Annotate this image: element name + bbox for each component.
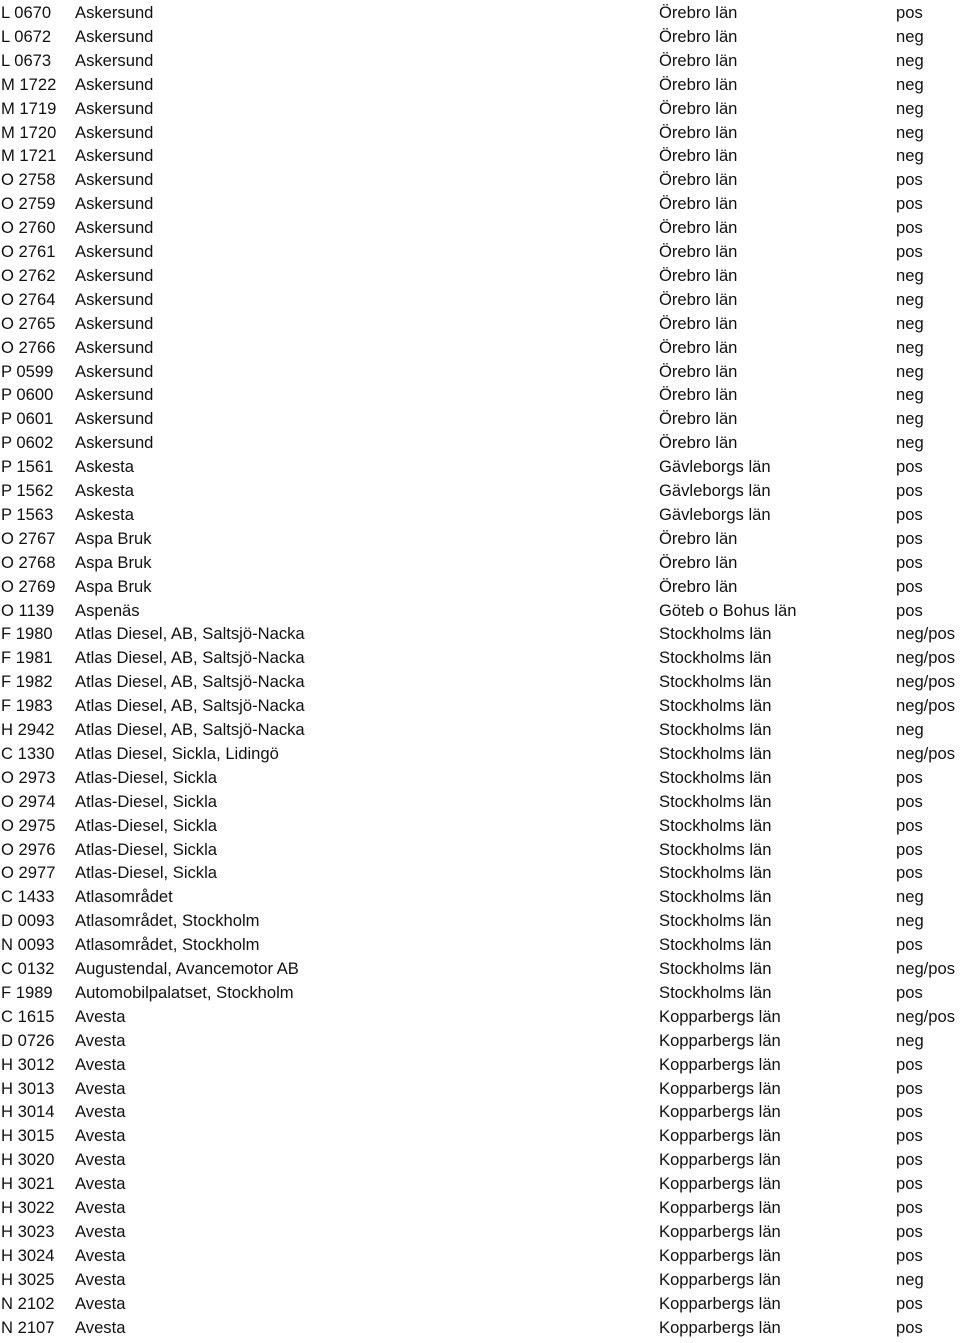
record-id: O 2762 (1, 265, 56, 285)
table-row (0, 336, 960, 360)
record-id: H 3013 (1, 1078, 55, 1098)
place-name: Aspa Bruk (75, 552, 152, 572)
place-name: Askersund (75, 409, 154, 429)
place-name: Askersund (75, 26, 154, 46)
record-id: M 1720 (1, 122, 57, 142)
result-value: neg/pos (896, 959, 956, 978)
result-value: pos (896, 170, 923, 190)
result-value: pos (896, 552, 923, 572)
county-name: Stockholms län (659, 887, 772, 907)
place-name: Aspa Bruk (75, 528, 152, 548)
county-name: Stockholms län (659, 672, 772, 692)
county-name: Örebro län (659, 3, 738, 22)
place-name: Atlas Diesel, AB, Saltsjö-Nacka (75, 672, 305, 692)
result-value: pos (896, 600, 923, 620)
record-id: O 2768 (1, 552, 56, 572)
table-row (0, 814, 960, 838)
table-row (0, 1148, 960, 1172)
result-value: neg (896, 146, 924, 166)
record-id: P 0602 (1, 433, 54, 453)
table-row (0, 192, 960, 216)
record-id: H 3022 (1, 1198, 55, 1217)
table-row (0, 885, 960, 909)
table-row (0, 718, 960, 742)
record-id: O 2973 (1, 767, 56, 787)
county-name: Kopparbergs län (659, 1054, 781, 1074)
place-name: Askersund (75, 361, 154, 381)
result-value: neg (896, 122, 924, 142)
place-name: Askersund (75, 218, 154, 238)
table-row (0, 216, 960, 240)
place-name: Avesta (75, 1126, 126, 1146)
county-name: Örebro län (659, 218, 738, 238)
result-value: neg (896, 313, 924, 333)
result-value: pos (896, 1102, 923, 1122)
place-name: Askesta (75, 457, 135, 477)
record-id: M 1721 (1, 146, 57, 166)
table-row (0, 622, 960, 646)
result-value: neg (896, 720, 924, 739)
result-value: pos (896, 1126, 923, 1146)
place-name: Automobilpalatset, Stockholm (75, 982, 294, 1002)
result-value: neg (896, 1030, 924, 1050)
table-row (0, 73, 960, 97)
record-id: P 1563 (1, 504, 54, 524)
place-name: Askersund (75, 74, 154, 94)
county-name: Örebro län (659, 242, 738, 261)
table-row (0, 742, 960, 766)
place-name: Atlas-Diesel, Sickla (75, 767, 218, 787)
record-id: F 1982 (1, 672, 53, 692)
table-row (0, 790, 960, 814)
record-id: H 3020 (1, 1150, 55, 1170)
table-row (0, 25, 960, 49)
result-value: pos (896, 815, 923, 835)
result-value: pos (896, 576, 923, 596)
record-id: O 2759 (1, 194, 56, 214)
table-row (0, 1100, 960, 1124)
record-id: M 1722 (1, 74, 57, 94)
record-id: H 3012 (1, 1054, 55, 1074)
result-value: pos (896, 1198, 923, 1217)
place-name: Askesta (75, 481, 135, 500)
record-id: F 1983 (1, 696, 53, 716)
result-value: neg (896, 289, 924, 309)
result-value: pos (896, 863, 923, 883)
result-value: neg/pos (896, 672, 956, 692)
table-row (0, 49, 960, 73)
result-value: neg (896, 337, 924, 357)
result-value: neg/pos (896, 1006, 956, 1026)
result-value: neg (896, 887, 924, 907)
county-name: Gävleborgs län (659, 481, 771, 500)
county-name: Göteb o Bohus län (659, 600, 797, 620)
place-name: Avesta (75, 1221, 126, 1241)
record-id: O 2760 (1, 218, 56, 238)
place-name: Aspa Bruk (75, 576, 152, 596)
county-name: Örebro län (659, 265, 738, 285)
county-name: Örebro län (659, 26, 738, 46)
place-name: Avesta (75, 1150, 126, 1170)
result-value: neg (896, 433, 924, 453)
record-id: C 1330 (1, 743, 55, 763)
result-value: neg (896, 98, 924, 118)
table-row (0, 1124, 960, 1148)
table-row (0, 360, 960, 384)
place-name: Atlas Diesel, Sickla, Lidingö (75, 743, 279, 763)
table-row (0, 551, 960, 575)
record-id: H 3024 (1, 1245, 55, 1265)
county-name: Örebro län (659, 146, 738, 166)
record-id: O 2976 (1, 839, 56, 859)
table-row (0, 646, 960, 670)
place-name: Askersund (75, 289, 154, 309)
record-id: C 1615 (1, 1006, 55, 1026)
table-row (0, 670, 960, 694)
place-name: Atlas-Diesel, Sickla (75, 863, 218, 883)
table-row (0, 383, 960, 407)
county-name: Stockholms län (659, 839, 772, 859)
county-name: Örebro län (659, 194, 738, 214)
county-name: Stockholms län (659, 696, 772, 716)
result-value: neg (896, 265, 924, 285)
place-name: Askersund (75, 313, 154, 333)
county-name: Stockholms län (659, 743, 772, 763)
table-row (0, 1316, 960, 1340)
place-name: Askesta (75, 504, 135, 524)
record-id: O 2974 (1, 791, 56, 811)
table-row (0, 1220, 960, 1244)
table-row (0, 933, 960, 957)
table-row (0, 861, 960, 885)
table-row (0, 1, 960, 25)
place-name: Augustendal, Avancemotor AB (75, 959, 299, 978)
place-name: Askersund (75, 98, 154, 118)
county-name: Kopparbergs län (659, 1198, 781, 1217)
county-name: Kopparbergs län (659, 1102, 781, 1122)
table-row (0, 431, 960, 455)
place-name: Askersund (75, 3, 154, 22)
county-name: Örebro län (659, 98, 738, 118)
table-row (0, 1172, 960, 1196)
county-name: Kopparbergs län (659, 1126, 781, 1146)
result-value: pos (896, 218, 923, 238)
record-id: M 1719 (1, 98, 57, 118)
record-id: H 3021 (1, 1174, 55, 1194)
result-value: pos (896, 791, 923, 811)
county-name: Kopparbergs län (659, 1006, 781, 1026)
place-name: Avesta (75, 1006, 126, 1026)
place-name: Askersund (75, 265, 154, 285)
place-name: Askersund (75, 170, 154, 190)
county-name: Stockholms län (659, 767, 772, 787)
county-name: Kopparbergs län (659, 1174, 781, 1194)
record-id: O 1139 (1, 600, 55, 620)
place-name: Askersund (75, 385, 154, 405)
county-name: Örebro län (659, 552, 738, 572)
record-id: O 2764 (1, 289, 56, 309)
record-id: O 2767 (1, 528, 56, 548)
record-id: N 0093 (1, 935, 55, 955)
table-row (0, 1244, 960, 1268)
result-value: neg (896, 409, 924, 429)
record-id: L 0670 (1, 3, 52, 22)
result-value: neg (896, 50, 924, 70)
place-name: Avesta (75, 1293, 126, 1313)
result-value: neg (896, 26, 924, 46)
record-id: O 2975 (1, 815, 56, 835)
record-id: H 3025 (1, 1269, 55, 1289)
table-row (0, 121, 960, 145)
place-name: Avesta (75, 1078, 126, 1098)
table-row (0, 1196, 960, 1220)
result-value: pos (896, 194, 923, 214)
county-name: Örebro län (659, 337, 738, 357)
result-value: neg (896, 361, 924, 381)
result-value: neg/pos (896, 648, 956, 668)
table-row (0, 168, 960, 192)
table-row (0, 838, 960, 862)
result-value: pos (896, 528, 923, 548)
result-value: pos (896, 982, 923, 1002)
record-id: O 2977 (1, 863, 56, 883)
county-name: Örebro län (659, 313, 738, 333)
result-value: pos (896, 481, 923, 500)
county-name: Örebro län (659, 170, 738, 190)
table-row (0, 240, 960, 264)
county-name: Kopparbergs län (659, 1269, 781, 1289)
result-value: neg (896, 74, 924, 94)
table-row (0, 1268, 960, 1292)
result-value: neg (896, 385, 924, 405)
place-name: Askersund (75, 194, 154, 214)
record-id: L 0673 (1, 50, 52, 70)
county-name: Stockholms län (659, 624, 772, 644)
table-row (0, 1029, 960, 1053)
record-id: N 2102 (1, 1293, 55, 1313)
record-id: H 3023 (1, 1221, 55, 1241)
table-row (0, 527, 960, 551)
county-name: Stockholms län (659, 982, 772, 1002)
table-row (0, 957, 960, 981)
place-name: Askersund (75, 146, 154, 166)
county-name: Gävleborgs län (659, 457, 771, 477)
county-name: Stockholms län (659, 648, 772, 668)
place-name: Askersund (75, 337, 154, 357)
county-name: Örebro län (659, 385, 738, 405)
place-name: Askersund (75, 50, 154, 70)
place-name: Atlas Diesel, AB, Saltsjö-Nacka (75, 720, 305, 739)
county-name: Kopparbergs län (659, 1245, 781, 1265)
record-id: N 2107 (1, 1317, 55, 1337)
record-id: F 1980 (1, 624, 53, 644)
result-value: pos (896, 1054, 923, 1074)
table-row (0, 1077, 960, 1101)
result-value: neg (896, 911, 924, 931)
county-name: Stockholms län (659, 815, 772, 835)
table-row (0, 407, 960, 431)
county-name: Kopparbergs län (659, 1078, 781, 1098)
county-name: Örebro län (659, 409, 738, 429)
table-row (0, 312, 960, 336)
table-row (0, 288, 960, 312)
table-row (0, 575, 960, 599)
table-row (0, 766, 960, 790)
record-id: P 0600 (1, 385, 54, 405)
place-name: Avesta (75, 1245, 126, 1265)
record-id: O 2766 (1, 337, 56, 357)
record-id: F 1981 (1, 648, 53, 668)
county-name: Kopparbergs län (659, 1150, 781, 1170)
place-name: Avesta (75, 1030, 126, 1050)
record-id: O 2758 (1, 170, 56, 190)
result-value: pos (896, 1317, 923, 1337)
place-name: Avesta (75, 1102, 126, 1122)
result-value: pos (896, 242, 923, 261)
result-value: pos (896, 1174, 923, 1194)
record-id: O 2761 (1, 242, 56, 261)
result-value: neg/pos (896, 743, 956, 763)
table-row (0, 599, 960, 623)
place-name: Askersund (75, 242, 154, 261)
county-name: Stockholms län (659, 791, 772, 811)
place-name: Atlasområdet, Stockholm (75, 935, 260, 955)
place-name: Atlas Diesel, AB, Saltsjö-Nacka (75, 624, 305, 644)
table-row (0, 455, 960, 479)
table-row (0, 1005, 960, 1029)
result-value: neg (896, 1269, 924, 1289)
table-row (0, 909, 960, 933)
county-name: Örebro län (659, 122, 738, 142)
result-value: pos (896, 1293, 923, 1313)
record-id: C 1433 (1, 887, 55, 907)
county-name: Kopparbergs län (659, 1221, 781, 1241)
table-row (0, 144, 960, 168)
record-id: O 2769 (1, 576, 56, 596)
county-name: Kopparbergs län (659, 1317, 781, 1337)
table-row (0, 503, 960, 527)
county-name: Örebro län (659, 361, 738, 381)
result-value: pos (896, 1245, 923, 1265)
place-name: Atlas Diesel, AB, Saltsjö-Nacka (75, 648, 305, 668)
county-name: Kopparbergs län (659, 1293, 781, 1313)
county-name: Gävleborgs län (659, 504, 771, 524)
county-name: Örebro län (659, 528, 738, 548)
record-id: H 2942 (1, 720, 55, 739)
record-id: P 1562 (1, 481, 54, 500)
county-name: Stockholms län (659, 959, 772, 978)
place-name: Avesta (75, 1317, 126, 1337)
table-row (0, 694, 960, 718)
place-name: Avesta (75, 1269, 126, 1289)
result-value: neg/pos (896, 696, 956, 716)
county-name: Örebro län (659, 50, 738, 70)
result-value: pos (896, 1150, 923, 1170)
table-row (0, 1053, 960, 1077)
place-name: Avesta (75, 1174, 126, 1194)
record-id: P 1561 (1, 457, 54, 477)
record-id: L 0672 (1, 26, 52, 46)
county-name: Örebro län (659, 289, 738, 309)
table-row (0, 97, 960, 121)
county-name: Stockholms län (659, 911, 772, 931)
place-name: Aspenäs (75, 600, 140, 620)
county-name: Örebro län (659, 74, 738, 94)
place-name: Askersund (75, 433, 154, 453)
record-id: H 3015 (1, 1126, 55, 1146)
result-value: pos (896, 457, 923, 477)
record-id: P 0599 (1, 361, 54, 381)
county-name: Örebro län (659, 576, 738, 596)
table-row (0, 981, 960, 1005)
county-name: Stockholms län (659, 720, 772, 739)
record-id: D 0093 (1, 911, 55, 931)
result-value: pos (896, 1078, 923, 1098)
record-id: F 1989 (1, 982, 53, 1002)
result-value: pos (896, 3, 923, 22)
result-value: pos (896, 504, 923, 524)
county-name: Stockholms län (659, 863, 772, 883)
place-name: Avesta (75, 1054, 126, 1074)
county-name: Stockholms län (659, 935, 772, 955)
place-name: Atlas-Diesel, Sickla (75, 791, 218, 811)
place-name: Atlas Diesel, AB, Saltsjö-Nacka (75, 696, 305, 716)
record-id: C 0132 (1, 959, 55, 978)
table-row (0, 479, 960, 503)
record-id: P 0601 (1, 409, 54, 429)
place-name: Atlasområdet (75, 887, 173, 907)
result-value: pos (896, 767, 923, 787)
record-id: D 0726 (1, 1030, 55, 1050)
place-name: Avesta (75, 1198, 126, 1217)
result-value: pos (896, 935, 923, 955)
result-value: pos (896, 1221, 923, 1241)
result-value: neg/pos (896, 624, 956, 644)
county-name: Kopparbergs län (659, 1030, 781, 1050)
place-name: Askersund (75, 122, 154, 142)
table-row (0, 1292, 960, 1316)
county-name: Örebro län (659, 433, 738, 453)
place-name: Atlas-Diesel, Sickla (75, 839, 218, 859)
place-name: Atlas-Diesel, Sickla (75, 815, 218, 835)
place-name: Atlasområdet, Stockholm (75, 911, 260, 931)
table-row (0, 264, 960, 288)
result-value: pos (896, 839, 923, 859)
record-id: O 2765 (1, 313, 56, 333)
record-id: H 3014 (1, 1102, 55, 1122)
